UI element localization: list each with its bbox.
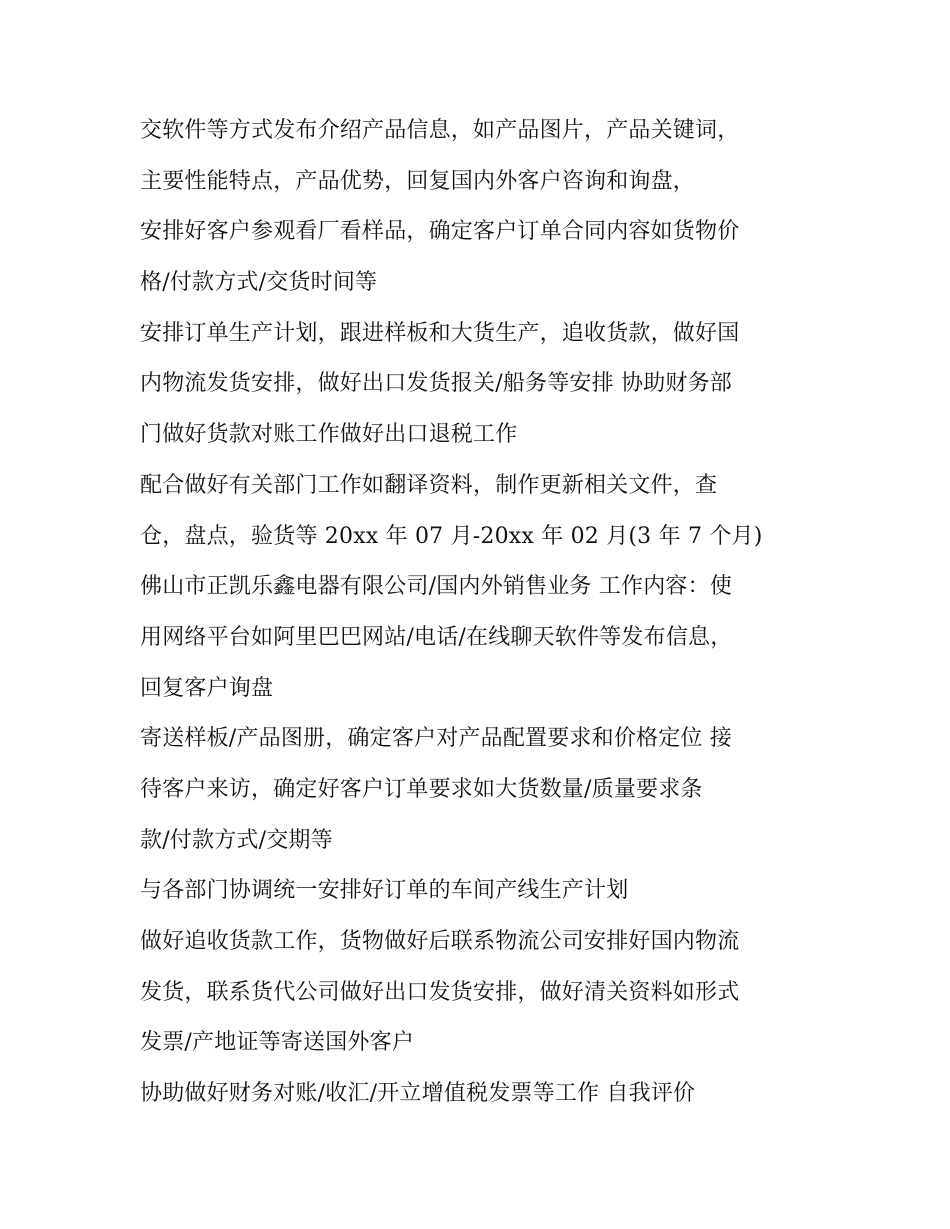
text-line: 寄送样板/产品图册，确定客户对产品配置要求和价格定位 接 <box>140 726 733 752</box>
text-line: 门做好货款对账工作做好出口退税工作 <box>140 422 518 448</box>
text-line: 配合做好有关部门工作如翻译资料，制作更新相关文件，查 <box>140 472 718 498</box>
text-line: 回复客户询盘 <box>140 675 274 701</box>
text-line: 内物流发货安排，做好出口发货报关/船务等安排 协助财务部 <box>140 371 733 397</box>
text-line: 佛山市正凯乐鑫电器有限公司/国内外销售业务 工作内容：使 <box>140 574 733 600</box>
text-line: 安排订单生产计划，跟进样板和大货生产，追收货款，做好国 <box>140 320 740 346</box>
text-line: 格/付款方式/交货时间等 <box>140 270 378 296</box>
text-line: 安排好客户参观看厂看样品，确定客户订单合同内容如货物价 <box>140 219 740 245</box>
text-line: 用网络平台如阿里巴巴网站/电话/在线聊天软件等发布信息， <box>140 624 733 650</box>
text-line: 协助做好财务对账/收汇/开立增值税发票等工作 自我评价 <box>140 1081 696 1107</box>
body-text <box>140 106 820 1120</box>
text-line: 待客户来访，确定好客户订单要求如大货数量/质量要求条 <box>140 776 703 802</box>
text-line: 款/付款方式/交期等 <box>140 827 333 853</box>
text-line: 仓，盘点，验货等 20xx 年 07 月-20xx 年 02 月(3 年 7 个月) <box>140 523 763 549</box>
text-line: 与各部门协调统一安排好订单的车间产线生产计划 <box>140 878 629 904</box>
text-line: 做好追收货款工作，货物做好后联系物流公司安排好国内物流 <box>140 929 740 954</box>
text-line: 发货，联系货代公司做好出口发货安排，做好清关资料如形式 <box>140 979 740 1005</box>
text-line: 交软件等方式发布介绍产品信息，如产品图片，产品关键词， <box>140 118 740 143</box>
text-line: 发票/产地证等寄送国外客户 <box>140 1030 415 1056</box>
text-line: 主要性能特点，产品优势，回复国内外客户咨询和询盘， <box>140 168 696 194</box>
